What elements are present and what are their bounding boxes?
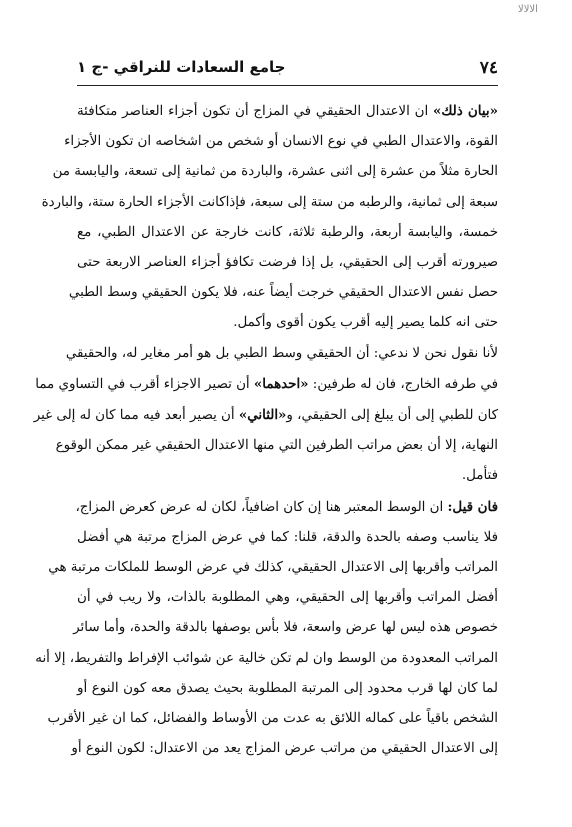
text-run: النهاية، إلا أن بعض مراتب الطرفين التي منها الاعتدال الحقيقي غير ممكن الوقوع	[55, 438, 498, 454]
text-run: حصل نفس الاعتدال الحقيقي خرجت أيضاً عنه، فلا يكون الحقيقي وسط الطبي	[68, 285, 498, 301]
text-run: خصوص هذه ليس لها عرض واسعة، فلا بأس بوصفها بالدقة والحدة، وأما سائر	[73, 620, 498, 636]
text-line	[77, 461, 498, 491]
text-line	[77, 96, 498, 127]
paragraph	[41, 96, 498, 339]
text-run: كان للطبي إلى أن يبلغ إلى الحقيقي، و	[286, 408, 498, 424]
text-run: المراتب المعدودة من الوسط وان لم تكن خالية عن شوائب الإفراط والتفريط، إلا أنه	[35, 650, 498, 666]
text-line	[47, 704, 498, 734]
text-run: في طرفه الخارج، فان له طرفين:	[308, 376, 498, 392]
text-line	[77, 248, 498, 278]
text-run: خمسة، واليابسة أربعة، والرطبة ثلاثة، كانت خارجة عن الاعتدال الطبي، مع	[77, 224, 498, 240]
text-line	[52, 157, 498, 187]
text-line	[55, 431, 498, 461]
text-line	[77, 218, 498, 248]
text-run: ان الاعتدال الحقيقي في المزاج أن تكون أجزاء العناصر متكافئة	[77, 104, 433, 119]
text-run: ان الوسط المعتبر هنا إن كان اضافياً، لكان له عرض كعرض المزاج،	[75, 499, 448, 515]
text-run: الشخص باقياً على كماله اللائق به عدت من الأوساط والفضائل، كما ان غير الأقرب	[47, 711, 498, 727]
paragraph	[33, 339, 498, 492]
text-line	[77, 583, 498, 613]
text-line	[71, 734, 498, 764]
body-text	[33, 96, 498, 764]
text-run: أن تصير الاجزاء أقرب في التساوي مما	[35, 376, 254, 392]
page-header	[77, 58, 498, 84]
text-line	[77, 308, 498, 338]
text-run: لما كان لها قرب محدود إلى المرتبة المطلوبة بحيث يصدق معه كون النوع أو	[77, 680, 498, 696]
paragraph	[35, 492, 498, 765]
text-run: أفضل المراتب وأقربها إلى الحقيقي، وهي المطلوبة بالذات، ولا ريب في أن	[77, 590, 498, 606]
page-number: ٧٤	[479, 58, 498, 78]
running-title: جامع السعادات للنراقي -ج ١	[77, 58, 286, 76]
text-line	[68, 278, 498, 308]
text-line	[77, 674, 498, 704]
text-line	[35, 369, 498, 400]
text-run: حتى انه كلما يصير إليه أقرب يكون أقوى وأكمل.	[233, 315, 498, 331]
bold-term: فان قيل:	[447, 498, 498, 515]
text-line	[73, 613, 498, 643]
text-line	[77, 523, 498, 553]
text-line	[77, 492, 498, 523]
bold-term: «الثاني»	[238, 407, 287, 424]
text-line	[41, 188, 498, 218]
text-run: لأنا نقول نحن لا ندعي: أن الحقيقي وسط الطبي بل هو أمر مغاير له، والحقيقي	[65, 345, 498, 361]
text-run: سبعة إلى ثمانية، والرطبه من ستة إلى سبعة، فإذاكانت الأجزاء الحارة ستة، والباردة	[41, 194, 498, 210]
text-line	[48, 553, 498, 583]
text-run: المراتب وأقربها إلى الاعتدال الحقيقي، كذلك في عرض الوسط للملكات مرتبة هي	[48, 560, 498, 576]
text-run: فلا يناسب وصفه بالحدة والدقة، قلنا: كما في عرض المزاج مرتبة هي أفضل	[77, 529, 498, 545]
text-run: فتأمل.	[461, 468, 498, 484]
bold-term: «بيان ذلك»	[433, 103, 498, 119]
text-line	[64, 127, 498, 157]
text-line	[35, 644, 498, 674]
text-run: إلى الاعتدال الحقيقي من مراتب عرض المزاج يعد من الاعتدال: لكون النوع أو	[71, 741, 498, 757]
text-run: أن يصير أبعد فيه مما كان له إلى غير	[33, 408, 239, 424]
text-line	[33, 400, 498, 431]
text-line	[65, 339, 498, 369]
text-run: الحارة مثلاً من عشرة إلى اثنى عشرة، والباردة من ثمانية إلى تسعة، واليابسة من	[52, 164, 498, 180]
header-rule	[77, 85, 498, 86]
bold-term: «احدهما»	[253, 375, 309, 392]
corner-mark: ﺍﻟﺎﻟﺎﻟﺎ	[518, 4, 538, 15]
text-run: صيرورته أقرب إلى الحقيقي، بل إذا فرضت تكافؤ أجزاء العناصر الاربعة حتى	[77, 255, 498, 271]
text-run: القوة، والاعتدال الطبي في نوع الانسان أو شخص من اشخاصه ان تكون الأجزاء	[64, 134, 498, 150]
